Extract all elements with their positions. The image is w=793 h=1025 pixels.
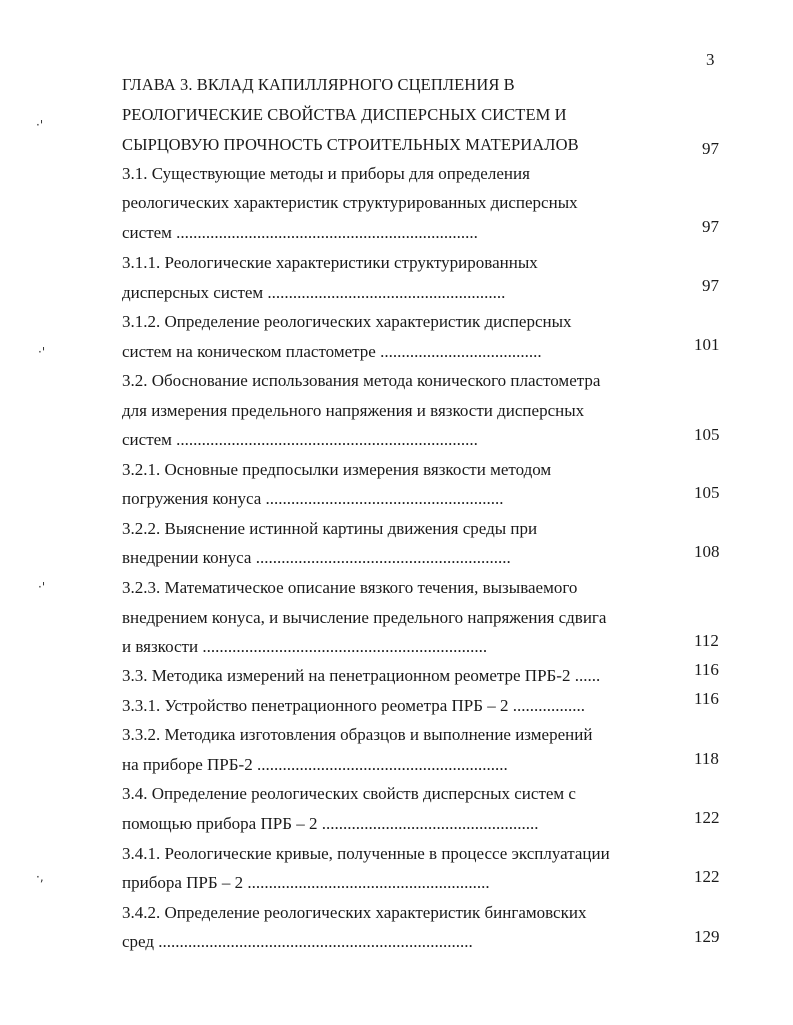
margin-mark: ·,: [36, 870, 44, 884]
chapter-page-number: 97: [702, 139, 719, 158]
toc-entry-page: 101: [694, 335, 720, 354]
toc-entry-line: погружения конуса ........................................................: [122, 489, 504, 508]
toc-entry-line: 3.1.1. Реологические характеристики структурированных: [122, 253, 538, 272]
toc-entry-line: 3.1.2. Определение реологических характеристик дисперсных: [122, 312, 572, 331]
toc-entry-line: систем .......................................................................: [122, 430, 478, 449]
toc-entry-line: 3.1. Существующие методы и приборы для определения: [122, 164, 530, 183]
toc-entry-page: 118: [694, 749, 719, 768]
toc-entry-page: 97: [702, 276, 719, 295]
toc-entry-page: 105: [694, 425, 720, 444]
toc-entry-page: 129: [694, 927, 720, 946]
toc-entry-page: 105: [694, 483, 720, 502]
toc-entry-line: прибора ПРБ – 2 .........................................................: [122, 873, 490, 892]
chapter-title-line: СЫРЦОВУЮ ПРОЧНОСТЬ СТРОИТЕЛЬНЫХ МАТЕРИАЛОВ: [122, 135, 579, 154]
chapter-title-line: ГЛАВА 3. ВКЛАД КАПИЛЛЯРНОГО СЦЕПЛЕНИЯ В: [122, 75, 515, 94]
toc-entry-page: 116: [694, 660, 719, 679]
toc-entry-line: на приборе ПРБ-2 ...........................................................: [122, 755, 508, 774]
page-number: 3: [706, 50, 715, 69]
toc-entry-line: дисперсных систем ........................................................: [122, 283, 506, 302]
toc-entry-line: 3.4. Определение реологических свойств дисперсных систем с: [122, 784, 576, 803]
toc-entry-page: 112: [694, 631, 719, 650]
margin-mark: ·': [36, 118, 44, 132]
toc-entry-line: 3.4.1. Реологические кривые, полученные в процессе эксплуатации: [122, 844, 610, 863]
toc-entry-line: и вязкости ...................................................................: [122, 637, 488, 656]
toc-entry-line: внедрением конуса, и вычисление предельного напряжения сдвига: [122, 608, 607, 627]
toc-entry-page: 116: [694, 689, 719, 708]
toc-entry-page: 108: [694, 542, 720, 561]
toc-entry-line: 3.4.2. Определение реологических характеристик бингамовских: [122, 903, 587, 922]
toc-entry-line: 3.3. Методика измерений на пенетрационном реометре ПРБ-2 ......: [122, 666, 601, 685]
toc-entry-line: 3.3.2. Методика изготовления образцов и выполнение измерений: [122, 725, 593, 744]
toc-entry-line: систем на коническом пластометре ......................................: [122, 342, 542, 361]
toc-entry-line: 3.2.1. Основные предпосылки измерения вязкости методом: [122, 460, 552, 479]
toc-entry-line: 3.2. Обоснование использования метода конического пластометра: [122, 371, 601, 390]
margin-mark: ·': [38, 345, 46, 359]
toc-entry-page: 97: [702, 217, 719, 236]
toc-entry-line: 3.2.2. Выяснение истинной картины движения среды при: [122, 519, 538, 538]
toc-entry-line: систем .......................................................................: [122, 223, 478, 242]
toc-entry-page: 122: [694, 867, 720, 886]
margin-mark: ·': [38, 580, 46, 594]
toc-entry-line: сред ..........................................................................: [122, 932, 473, 951]
toc-entry-line: внедрении конуса ............................................................: [122, 548, 511, 567]
chapter-title-line: РЕОЛОГИЧЕСКИЕ СВОЙСТВА ДИСПЕРСНЫХ СИСТЕМ И: [122, 105, 567, 124]
toc-entry-line: для измерения предельного напряжения и вязкости дисперсных: [122, 401, 585, 420]
toc-entry-page: 122: [694, 808, 720, 827]
toc-entry-line: 3.3.1. Устройство пенетрационного реометра ПРБ – 2 .................: [122, 696, 586, 715]
toc-entry-line: помощью прибора ПРБ – 2 ...................................................: [122, 814, 539, 833]
toc-entry-line: реологических характеристик структурированных дисперсных: [122, 193, 578, 212]
toc-entry-line: 3.2.3. Математическое описание вязкого течения, вызываемого: [122, 578, 578, 597]
